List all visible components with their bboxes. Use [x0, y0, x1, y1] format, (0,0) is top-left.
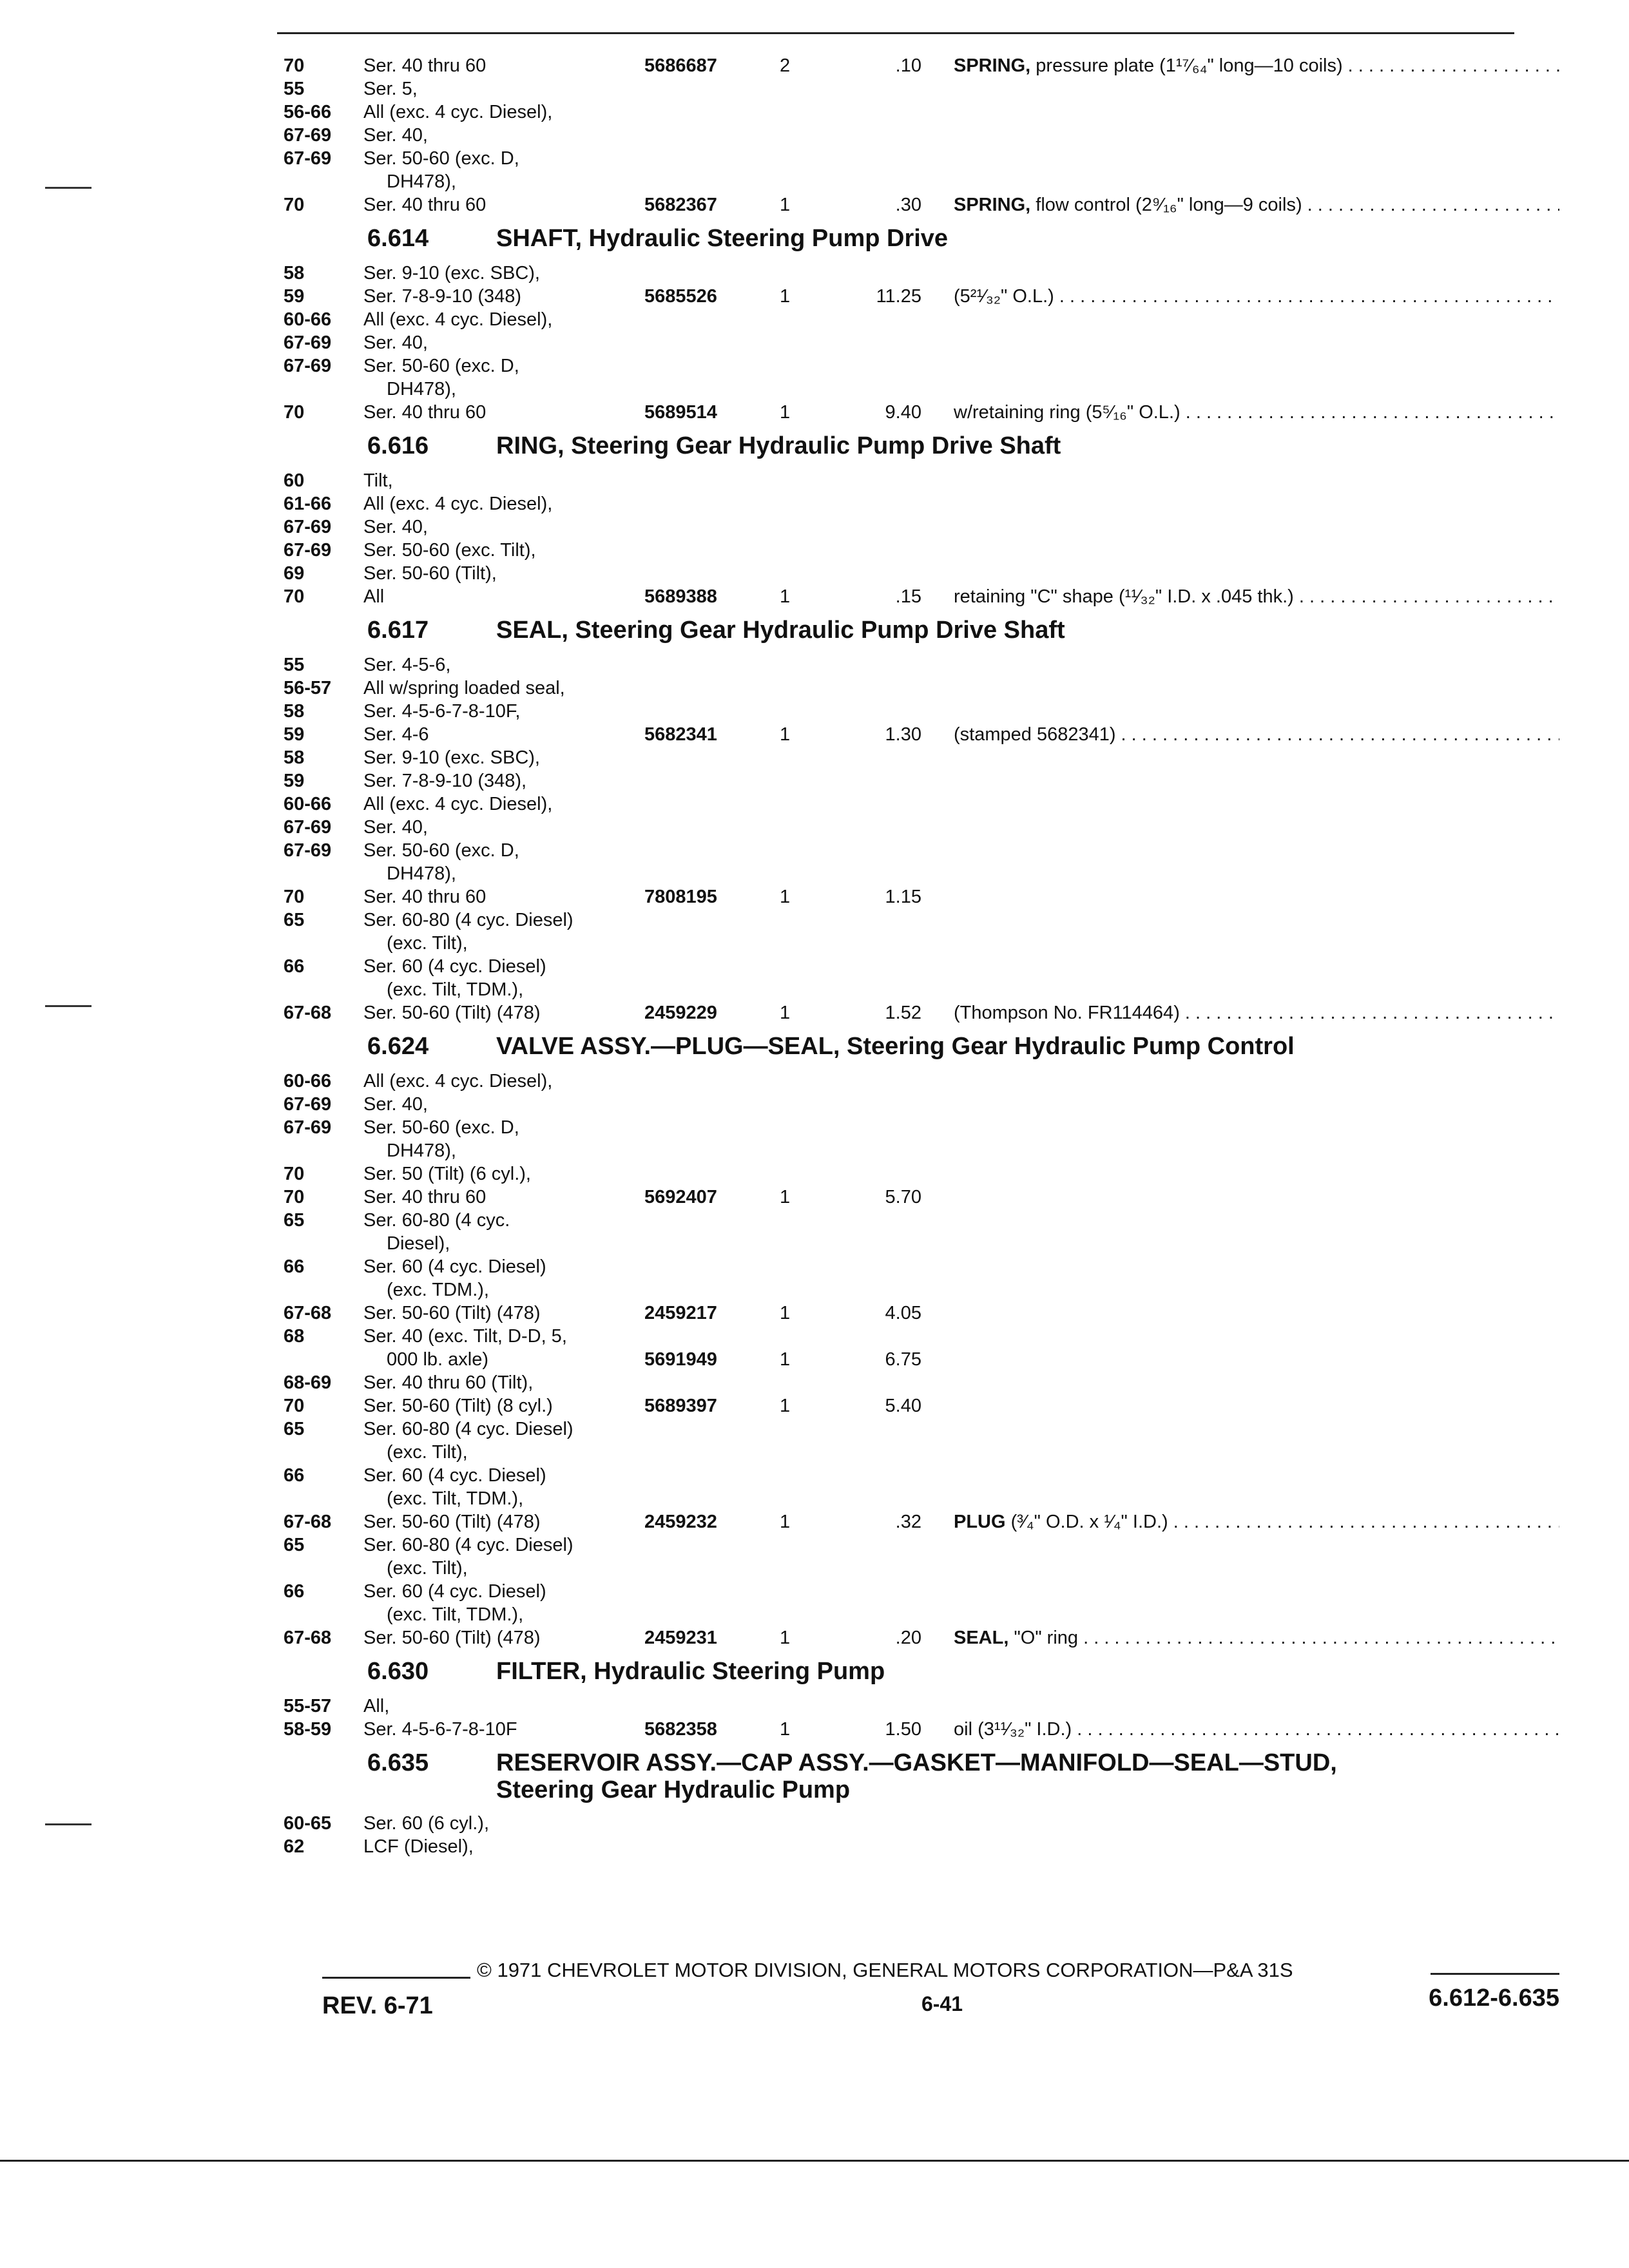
part-description: [954, 1001, 1559, 1024]
application-text: Ser. 50-60 (Tilt) (478): [363, 1303, 541, 1323]
footer-rule: [322, 1977, 470, 1979]
application-text: (exc. Tilt, TDM.),: [387, 1488, 524, 1509]
model-year: 60-66: [284, 1071, 332, 1091]
parts-row: [284, 1209, 1559, 1232]
section-heading: [284, 612, 1559, 648]
application-text: Ser. 50-60 (Tilt) (478): [363, 1003, 541, 1023]
model-year: 68: [284, 1326, 305, 1347]
application-text: All w/spring loaded seal,: [363, 678, 565, 698]
parts-row: [284, 262, 1559, 285]
parts-row: [284, 1302, 1559, 1325]
model-year: 67-69: [284, 1117, 332, 1138]
parts-row: [284, 1255, 1559, 1278]
price: .30: [895, 195, 921, 215]
footer-rule: [1431, 1973, 1559, 1975]
quantity: 1: [780, 286, 791, 307]
section-number: 6.635: [367, 1749, 429, 1776]
parts-row: [284, 285, 1559, 308]
part-number: 5689397: [644, 1396, 717, 1416]
part-description: [954, 1626, 1559, 1649]
quantity: 1: [780, 1396, 791, 1416]
section-title-continued: Steering Gear Hydraulic Pump: [496, 1776, 851, 1803]
application-text: Ser. 40 thru 60: [363, 887, 487, 907]
parts-row: [284, 147, 1559, 170]
application-text: Ser. 50-60 (Tilt),: [363, 563, 497, 584]
model-year: 67-69: [284, 840, 332, 861]
parts-row: [284, 1070, 1559, 1093]
application-text: All (exc. 4 cyc. Diesel),: [363, 494, 553, 514]
application-text: All: [363, 586, 385, 607]
quantity: 1: [780, 586, 791, 607]
section-number: 6.616: [367, 432, 429, 459]
price: .15: [895, 586, 921, 607]
parts-row: [284, 515, 1559, 539]
application-text: Ser. 40 thru 60 (Tilt),: [363, 1372, 534, 1393]
application-text: Ser. 60-80 (4 cyc.: [363, 1210, 510, 1231]
application-text: DH478),: [387, 863, 456, 884]
part-number: 5689514: [644, 402, 717, 423]
price: .32: [895, 1512, 921, 1532]
section-number: 6.630: [367, 1658, 429, 1685]
parts-row: [284, 1626, 1559, 1649]
parts-row: [284, 862, 1559, 885]
model-year: 58: [284, 747, 305, 768]
application-text: Ser. 4-5-6,: [363, 655, 451, 675]
part-description: [954, 1510, 1559, 1533]
parts-row: [284, 723, 1559, 746]
parts-row: [284, 1557, 1559, 1580]
model-year: 65: [284, 1419, 305, 1439]
application-text: Ser. 40 (exc. Tilt, D-D, 5,: [363, 1326, 567, 1347]
application-text: Ser. 40 thru 60: [363, 402, 487, 423]
parts-row: [284, 932, 1559, 955]
section-number: 6.624: [367, 1033, 429, 1060]
application-text: Ser. 40,: [363, 125, 428, 146]
application-text: DH478),: [387, 171, 456, 192]
model-year: 70: [284, 55, 305, 76]
model-year: 70: [284, 1187, 305, 1207]
parts-row: [284, 1580, 1559, 1603]
price: 5.40: [885, 1396, 921, 1416]
parts-row: [284, 1162, 1559, 1186]
application-text: (exc. Tilt, TDM.),: [387, 1604, 524, 1625]
quantity: 1: [780, 1303, 791, 1323]
parts-row: [284, 1718, 1559, 1741]
application-text: Ser. 50-60 (exc. D,: [363, 840, 519, 861]
quantity: 1: [780, 1187, 791, 1207]
section-number: 6.614: [367, 225, 429, 252]
application-text: Ser. 9-10 (exc. SBC),: [363, 263, 540, 284]
section-heading: [284, 1653, 1559, 1689]
application-text: Ser. 60-80 (4 cyc. Diesel): [363, 910, 574, 930]
parts-row: [284, 354, 1559, 378]
application-text: All (exc. 4 cyc. Diesel),: [363, 102, 553, 122]
revision-label: REV. 6-71: [322, 1992, 433, 2019]
parts-row: [284, 193, 1559, 216]
parts-row: [284, 585, 1559, 608]
section-title: RING, Steering Gear Hydraulic Pump Drive Shaft: [496, 432, 1061, 459]
parts-row: [284, 1835, 1559, 1858]
parts-row: [284, 885, 1559, 908]
model-year: 70: [284, 195, 305, 215]
parts-row: [284, 469, 1559, 492]
model-year: 67-69: [284, 540, 332, 561]
price: 4.05: [885, 1303, 921, 1323]
application-text: Ser. 50-60 (Tilt) (478): [363, 1512, 541, 1532]
application-text: Ser. 5,: [363, 79, 418, 99]
price: 6.75: [885, 1349, 921, 1370]
application-text: Diesel),: [387, 1233, 450, 1254]
section-heading: [284, 428, 1559, 464]
application-text: Ser. 7-8-9-10 (348),: [363, 771, 527, 791]
part-number: 5689388: [644, 586, 717, 607]
copyright-notice: © 1971 CHEVROLET MOTOR DIVISION, GENERAL MOTORS CORPORATION—P&A 31S: [477, 1959, 1293, 1981]
application-text: Ser. 40,: [363, 817, 428, 838]
application-text: (exc. Tilt, TDM.),: [387, 979, 524, 1000]
parts-row: [284, 677, 1559, 700]
model-year: 70: [284, 887, 305, 907]
part-spec: oil (3¹¹⁄₃₂" I.D.): [954, 1719, 1072, 1740]
section-heading: [284, 1745, 1559, 1807]
application-text: Ser. 7-8-9-10 (348): [363, 286, 522, 307]
application-text: Ser. 50 (Tilt) (6 cyl.),: [363, 1164, 531, 1184]
part-spec: pressure plate (1¹⁷⁄₆₄" long—10 coils): [1030, 55, 1343, 76]
parts-row: [284, 700, 1559, 723]
part-description: [954, 723, 1559, 746]
parts-row: [284, 101, 1559, 124]
model-year: 70: [284, 1164, 305, 1184]
quantity: 1: [780, 887, 791, 907]
application-text: (exc. TDM.),: [387, 1280, 489, 1300]
model-year: 70: [284, 402, 305, 423]
price: 1.50: [885, 1719, 921, 1740]
application-text: Ser. 60 (4 cyc. Diesel): [363, 956, 546, 977]
quantity: 1: [780, 724, 791, 745]
section-title: FILTER, Hydraulic Steering Pump: [496, 1658, 885, 1685]
parts-row: [284, 1510, 1559, 1533]
part-number: 5682358: [644, 1719, 717, 1740]
price: 1.15: [885, 887, 921, 907]
application-text: DH478),: [387, 379, 456, 399]
price: .20: [895, 1628, 921, 1648]
model-year: 67-69: [284, 332, 332, 353]
price: 1.30: [885, 724, 921, 745]
parts-row: [284, 1139, 1559, 1162]
parts-row: [284, 1695, 1559, 1718]
model-year: 58-59: [284, 1719, 332, 1740]
parts-row: [284, 816, 1559, 839]
parts-row: [284, 1371, 1559, 1394]
model-year: 67-69: [284, 356, 332, 376]
part-name: SEAL,: [954, 1628, 1009, 1648]
application-text: Ser. 40 thru 60: [363, 55, 487, 76]
section-heading: [284, 1028, 1559, 1064]
model-year: 67-69: [284, 517, 332, 537]
model-year: 67-68: [284, 1303, 332, 1323]
part-number: 5691949: [644, 1349, 717, 1370]
parts-row: [284, 1418, 1559, 1441]
model-year: 55: [284, 79, 305, 99]
model-year: 67-69: [284, 148, 332, 169]
parts-row: [284, 1093, 1559, 1116]
application-text: Ser. 60 (6 cyl.),: [363, 1813, 490, 1834]
model-year: 59: [284, 771, 305, 791]
section-range: 6.612-6.635: [1429, 1984, 1559, 2012]
part-spec: (stamped 5682341): [954, 724, 1116, 745]
application-text: Ser. 50-60 (Tilt) (8 cyl.): [363, 1396, 553, 1416]
application-text: Ser. 60-80 (4 cyc. Diesel): [363, 1535, 574, 1555]
application-text: Ser. 60-80 (4 cyc. Diesel): [363, 1419, 574, 1439]
model-year: 59: [284, 724, 305, 745]
part-description: [954, 193, 1559, 216]
model-year: 68-69: [284, 1372, 332, 1393]
parts-row: [284, 170, 1559, 193]
parts-row: [284, 401, 1559, 424]
application-text: Ser. 60 (4 cyc. Diesel): [363, 1581, 546, 1602]
price: 1.52: [885, 1003, 921, 1023]
model-year: 67-68: [284, 1512, 332, 1532]
model-year: 60: [284, 470, 305, 491]
application-text: All (exc. 4 cyc. Diesel),: [363, 309, 553, 330]
parts-row: [284, 1603, 1559, 1626]
model-year: 67-68: [284, 1003, 332, 1023]
application-text: Ser. 60 (4 cyc. Diesel): [363, 1465, 546, 1486]
model-year: 60-65: [284, 1813, 332, 1834]
model-year: 66: [284, 1465, 305, 1486]
section-title: RESERVOIR ASSY.—CAP ASSY.—GASKET—MANIFOLD—SEAL—STUD,: [496, 1749, 1337, 1776]
model-year: 60-66: [284, 794, 332, 814]
model-year: 61-66: [284, 494, 332, 514]
parts-row: [284, 1325, 1559, 1348]
parts-row: [284, 1441, 1559, 1464]
model-year: 66: [284, 1256, 305, 1277]
part-description: [954, 401, 1559, 424]
parts-row: [284, 978, 1559, 1001]
part-number: 5692407: [644, 1187, 717, 1207]
model-year: 55: [284, 655, 305, 675]
quantity: 1: [780, 195, 791, 215]
parts-row: [284, 908, 1559, 932]
bottom-rule: [0, 2160, 1629, 2162]
model-year: 56-66: [284, 102, 332, 122]
application-text: Ser. 50-60 (exc. D,: [363, 356, 519, 376]
model-year: 59: [284, 286, 305, 307]
application-text: Ser. 40 thru 60: [363, 1187, 487, 1207]
application-text: Tilt,: [363, 470, 393, 491]
part-number: 5686687: [644, 55, 717, 76]
parts-list: [284, 54, 1559, 1858]
part-spec: "O" ring: [1008, 1628, 1079, 1648]
application-text: Ser. 40,: [363, 517, 428, 537]
model-year: 60-66: [284, 309, 332, 330]
model-year: 69: [284, 563, 305, 584]
parts-row: [284, 378, 1559, 401]
model-year: 65: [284, 1535, 305, 1555]
model-year: 70: [284, 1396, 305, 1416]
part-name: SPRING,: [954, 195, 1031, 215]
application-text: Ser. 4-5-6-7-8-10F,: [363, 701, 521, 722]
parts-row: [284, 331, 1559, 354]
application-text: All (exc. 4 cyc. Diesel),: [363, 1071, 553, 1091]
top-rule: [277, 32, 1514, 34]
parts-row: [284, 1186, 1559, 1209]
section-number: 6.617: [367, 617, 429, 644]
parts-row: [284, 124, 1559, 147]
section-title: SEAL, Steering Gear Hydraulic Pump Drive Shaft: [496, 617, 1065, 644]
section-heading: [284, 220, 1559, 256]
application-text: Ser. 50-60 (exc. D,: [363, 1117, 519, 1138]
parts-row: [284, 1812, 1559, 1835]
application-text: (exc. Tilt),: [387, 1442, 468, 1463]
part-spec: w/retaining ring (5⁵⁄₁₆" O.L.): [954, 402, 1181, 423]
part-number: 5685526: [644, 286, 717, 307]
parts-row: [284, 653, 1559, 677]
parts-row: [284, 1278, 1559, 1302]
quantity: 1: [780, 1003, 791, 1023]
quantity: 2: [780, 55, 791, 76]
model-year: 58: [284, 701, 305, 722]
price: .10: [895, 55, 921, 76]
page-number: 6-41: [921, 1992, 963, 2015]
price: 5.70: [885, 1187, 921, 1207]
application-text: (exc. Tilt),: [387, 1558, 468, 1579]
parts-row: [284, 562, 1559, 585]
parts-row: [284, 1116, 1559, 1139]
part-name: PLUG: [954, 1512, 1006, 1532]
model-year: 70: [284, 586, 305, 607]
application-text: Ser. 50-60 (exc. Tilt),: [363, 540, 536, 561]
application-text: Ser. 4-5-6-7-8-10F: [363, 1719, 517, 1740]
quantity: 1: [780, 402, 791, 423]
margin-tick: [45, 187, 92, 189]
application-text: Ser. 40 thru 60: [363, 195, 487, 215]
parts-row: [284, 1001, 1559, 1024]
parts-row: [284, 769, 1559, 793]
model-year: 67-69: [284, 1094, 332, 1115]
model-year: 66: [284, 1581, 305, 1602]
application-text: Ser. 40,: [363, 332, 428, 353]
model-year: 58: [284, 263, 305, 284]
parts-row: [284, 1348, 1559, 1371]
parts-row: [284, 1394, 1559, 1418]
part-number: 2459217: [644, 1303, 717, 1323]
part-number: 2459231: [644, 1628, 717, 1648]
part-spec: retaining "C" shape (¹¹⁄₃₂" I.D. x .045 thk.): [954, 586, 1294, 607]
parts-row: [284, 1533, 1559, 1557]
part-spec: (³⁄₄" O.D. x ¹⁄₄" I.D.): [1005, 1512, 1168, 1532]
application-text: Ser. 50-60 (Tilt) (478): [363, 1628, 541, 1648]
model-year: 65: [284, 1210, 305, 1231]
part-spec: (5²¹⁄₃₂" O.L.): [954, 286, 1054, 307]
model-year: 66: [284, 956, 305, 977]
part-number: 5682367: [644, 195, 717, 215]
part-description: [954, 585, 1559, 608]
model-year: 67-69: [284, 125, 332, 146]
application-text: Ser. 9-10 (exc. SBC),: [363, 747, 540, 768]
application-text: DH478),: [387, 1140, 456, 1161]
parts-row: [284, 539, 1559, 562]
model-year: 67-68: [284, 1628, 332, 1648]
application-text: LCF (Diesel),: [363, 1836, 474, 1857]
part-description: [954, 1718, 1559, 1741]
parts-row: [284, 839, 1559, 862]
margin-tick: [45, 1823, 92, 1825]
part-description: [954, 54, 1559, 77]
part-description: [954, 285, 1559, 308]
parts-row: [284, 54, 1559, 77]
application-text: Ser. 4-6: [363, 724, 429, 745]
application-text: All (exc. 4 cyc. Diesel),: [363, 794, 553, 814]
application-text: Ser. 60 (4 cyc. Diesel): [363, 1256, 546, 1277]
price: 9.40: [885, 402, 921, 423]
parts-row: [284, 793, 1559, 816]
model-year: 65: [284, 910, 305, 930]
parts-row: [284, 308, 1559, 331]
part-number: 2459232: [644, 1512, 717, 1532]
parts-row: [284, 1464, 1559, 1487]
part-spec: flow control (2⁹⁄₁₆" long—9 coils): [1030, 195, 1302, 215]
application-text: 000 lb. axle): [387, 1349, 488, 1370]
part-number: 7808195: [644, 887, 717, 907]
quantity: 1: [780, 1628, 791, 1648]
part-name: SPRING,: [954, 55, 1031, 76]
model-year: 67-69: [284, 817, 332, 838]
parts-row: [284, 1232, 1559, 1255]
part-spec: (Thompson No. FR114464): [954, 1003, 1180, 1023]
application-text: Ser. 50-60 (exc. D,: [363, 148, 519, 169]
application-text: All,: [363, 1696, 390, 1716]
section-title: VALVE ASSY.—PLUG—SEAL, Steering Gear Hydraulic Pump Control: [496, 1033, 1295, 1060]
part-number: 5682341: [644, 724, 717, 745]
section-title: SHAFT, Hydraulic Steering Pump Drive: [496, 225, 949, 252]
quantity: 1: [780, 1719, 791, 1740]
parts-row: [284, 77, 1559, 101]
model-year: 62: [284, 1836, 305, 1857]
quantity: 1: [780, 1512, 791, 1532]
application-text: (exc. Tilt),: [387, 933, 468, 954]
model-year: 55-57: [284, 1696, 332, 1716]
part-number: 2459229: [644, 1003, 717, 1023]
application-text: Ser. 40,: [363, 1094, 428, 1115]
parts-row: [284, 1487, 1559, 1510]
parts-row: [284, 492, 1559, 515]
margin-tick: [45, 1005, 92, 1007]
quantity: 1: [780, 1349, 791, 1370]
model-year: 56-57: [284, 678, 332, 698]
price: 11.25: [876, 286, 921, 307]
parts-row: [284, 955, 1559, 978]
parts-row: [284, 746, 1559, 769]
